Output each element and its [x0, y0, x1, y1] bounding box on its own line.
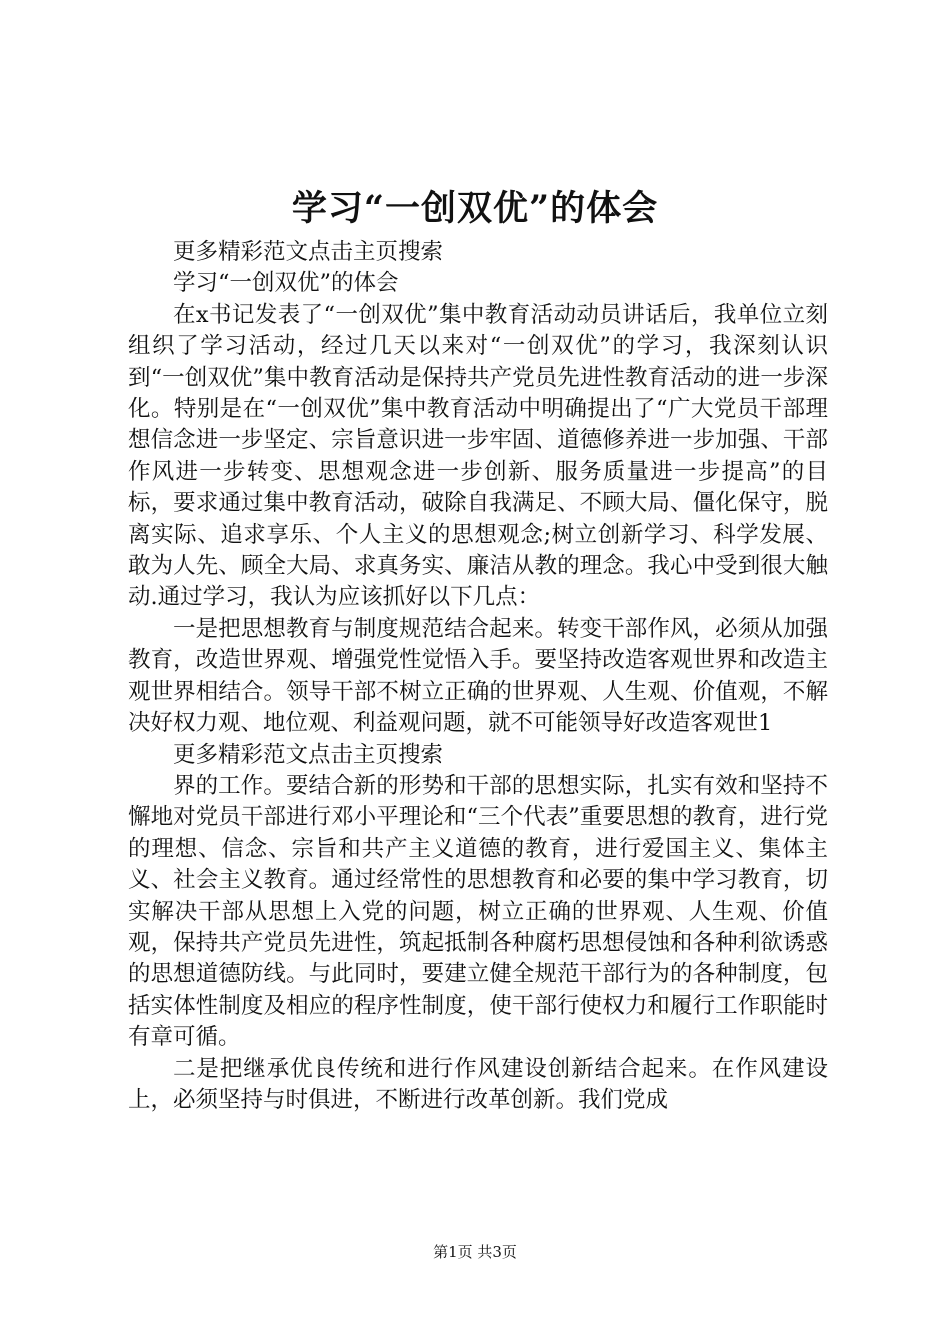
page-number-footer: 第1页 共3页	[433, 1243, 517, 1261]
body-paragraph: 界的工作。要结合新的形势和干部的思想实际，扎实有效和坚持不懈地对党员干部进行邓小平理论和“三个代表”重要思想的教育，进行党的理想、信念、宗旨和共产主义道德的教育，进行爱国主义、集体主义、社会主义教育。通过经常性的思想教育和必要的集中学习教育，切实解决干部从思想上入党的问题，树立正确的世界观、人生观、价值观，保持共产党员先进性，筑起抵制各种腐朽思想侵蚀和各种利欲诱惑的思想道德防线。与此同时，要建立健全规范干部行为的各种制度，包括实体性制度及相应的程序性制度，使干部行使权力和履行工作职能时有章可循。	[128, 772, 828, 1051]
body-paragraph: 二是把继承优良传统和进行作风建设创新结合起来。在作风建设上，必须坚持与时俱进，不断进行改革创新。我们党成	[128, 1055, 828, 1113]
body-paragraph: 在x书记发表了“一创双优”集中教育活动动员讲话后，我单位立刻组织了学习活动，经过几天以来对“一创双优”的学习，我深刻认识到“一创双优”集中教育活动是保持共产党员先进性教育活动的进一步深化。特别是在“一创双优”集中教育活动中明确提出了“广大党员干部理想信念进一步坚定、宗旨意识进一步牢固、道德修养进一步加强、干部作风进一步转变、思想观念进一步创新、服务质量进一步提高”的目标，要求通过集中教育活动，破除自我满足、不顾大局、僵化保守，脱离实际、追求享乐、个人主义的思想观念;树立创新学习、科学发展、敢为人先、顾全大局、求真务实、廉洁从教的理念。我心中受到很大触动.通过学习，我认为应该抓好以下几点：	[128, 301, 828, 611]
subtitle-line: 学习“一创双优”的体会	[173, 270, 399, 297]
body-paragraph: 一是把思想教育与制度规范结合起来。转变干部作风，必须从加强教育，改造世界观、增强党性觉悟入手。要坚持改造客观世界和改造主观世界相结合。领导干部不树立正确的世界观、人生观、价值观，不解决好权力观、地位观、利益观问题，就不可能领导好改造客观世1	[128, 615, 828, 737]
promo-line: 更多精彩范文点击主页搜索	[173, 239, 444, 265]
document-body	[128, 237, 828, 1116]
document-title: 学习“一创双优”的体会	[291, 188, 659, 229]
promo-line: 更多精彩范文点击主页搜索	[173, 741, 444, 768]
